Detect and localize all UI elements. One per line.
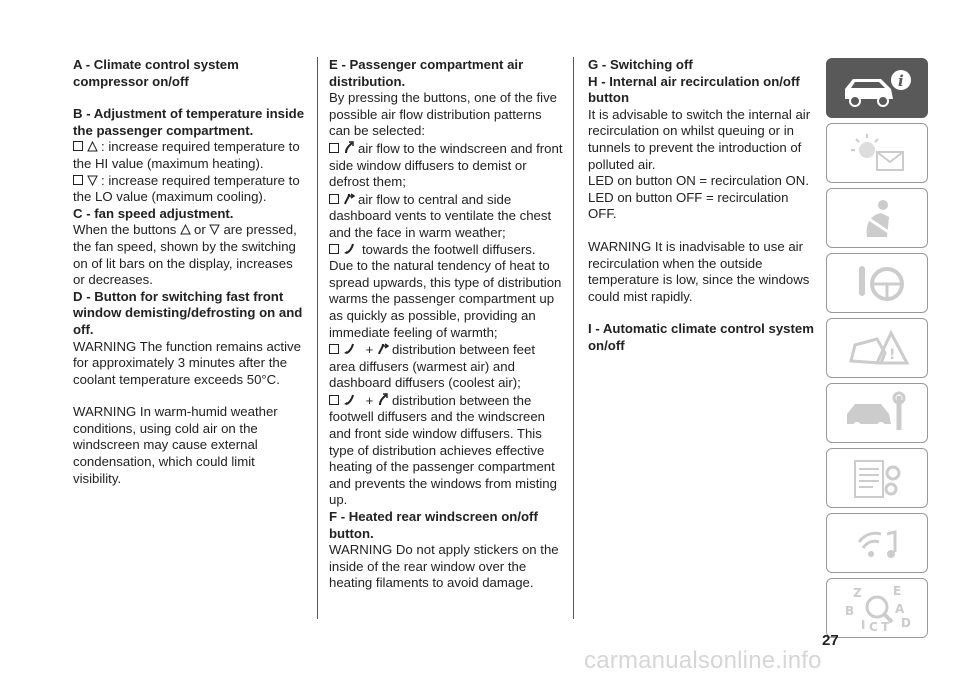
section-e-intro: By pressing the buttons, one of the five possible air flow distribution patterns can be selected: xyxy=(329,90,557,139)
index-letter: T xyxy=(881,620,890,633)
bullet-box-icon xyxy=(329,244,339,254)
index-letter: A xyxy=(895,602,905,616)
section-h-text: It is advisable to switch the internal air recirculation on whilst queuing or in tunnels to prevent the introduction of polluted air. xyxy=(588,106,811,172)
distribution-item-footwell: towards the footwell diffusers. Due to the natural tendency of heat to spread upwards, this type of distribution warms the passenger compartment up as quickly as possible, providing an immediate feeling of warmth; xyxy=(329,241,562,340)
index-letter: B xyxy=(845,604,855,618)
emergency-icon xyxy=(837,325,917,371)
airbag-seatbelt-icon xyxy=(837,195,917,241)
section-c-title: C - fan speed adjustment. xyxy=(73,205,234,221)
tab-car-info[interactable] xyxy=(826,58,928,118)
key-steering-icon xyxy=(837,260,917,306)
bullet-box-icon xyxy=(329,143,339,153)
bullet-box-icon xyxy=(329,344,339,354)
index-letter: Z xyxy=(853,586,862,600)
section-g-title: G - Switching off xyxy=(588,57,693,72)
section-e-title: E - Passenger compartment air distribution. xyxy=(329,57,524,89)
section-a-title: A - Climate control system compressor on/off xyxy=(73,57,239,89)
svg-text:!: ! xyxy=(889,347,896,363)
page-number: 27 xyxy=(822,632,839,649)
car-info-icon xyxy=(837,65,917,111)
led-on-text: LED on button ON = recirculation ON. xyxy=(588,173,809,189)
multimedia-icon xyxy=(837,520,917,566)
warning-recirculation: WARNING It is inadvisable to use air recirculation when the outside temperature is low, since the windows could mist rapidly. xyxy=(588,238,810,304)
tab-multimedia[interactable] xyxy=(826,513,928,573)
section-b-item-hi: : increase required temperature to the HI value (maximum heating). xyxy=(73,139,300,171)
tab-emergency[interactable] xyxy=(826,318,928,378)
air-footwell-icon xyxy=(343,243,359,255)
bullet-box-icon xyxy=(73,175,83,185)
section-d-title: D - Button for switching fast front window demisting/defrosting on and off. xyxy=(73,288,303,337)
air-windscreen-icon xyxy=(377,392,389,406)
index-letter: E xyxy=(893,584,902,598)
warning-lights-icon xyxy=(837,130,917,176)
tab-technical-data[interactable] xyxy=(826,448,928,508)
up-triangle-icon xyxy=(180,224,191,235)
section-b-title: B - Adjustment of temperature inside the passenger compartment. xyxy=(73,106,305,138)
distribution-item-face: air flow to central and side dashboard vents to ventilate the chest and the face in warm weather; xyxy=(329,191,552,240)
led-off-text: LED on button OFF = recirculation OFF. xyxy=(588,189,789,222)
section-b-item-lo: : increase required temperature to the LO value (maximum cooling). xyxy=(73,172,300,205)
column-1 xyxy=(73,57,305,487)
index-letter: C xyxy=(869,620,878,633)
index-icon xyxy=(837,583,917,633)
section-h-title: H - Internal air recirculation on/off button xyxy=(588,73,800,106)
down-triangle-icon xyxy=(209,224,220,235)
section-d-warning: WARNING The function remains active for approximately 3 minutes after the coolant temperature exceeds 50°C. xyxy=(73,338,301,387)
bullet-box-icon xyxy=(329,395,339,405)
watermark: carmanualsonline.info xyxy=(584,647,822,674)
air-windscreen-icon xyxy=(343,140,355,154)
index-letter: I xyxy=(861,618,866,632)
tab-warning-lights[interactable] xyxy=(826,123,928,183)
car-maintenance-icon xyxy=(837,390,917,436)
bullet-box-icon xyxy=(329,194,339,204)
section-c-text: When the buttons or are pressed, the fan speed, shown by the switching on of lit bars on the display, increases or decreases. xyxy=(73,222,297,288)
up-triangle-icon xyxy=(87,141,98,152)
svg-text:i: i xyxy=(898,72,904,90)
tab-starting-driving[interactable] xyxy=(826,253,928,313)
distribution-item-windscreen: air flow to the windscreen and front side window diffusers to demist or defrost them; xyxy=(329,140,563,190)
air-footwell-icon xyxy=(343,394,359,406)
column-2 xyxy=(329,57,563,592)
air-face-icon xyxy=(343,191,355,205)
warning-condensation: WARNING In warm-humid weather conditions, using cold air on the windscreen may cause external condensation, which could limit visibility. xyxy=(73,404,278,486)
tab-safety[interactable] xyxy=(826,188,928,248)
column-divider xyxy=(573,57,574,619)
air-face-icon xyxy=(377,341,389,355)
section-f-warning: WARNING Do not apply stickers on the inside of the rear window over the heating filaments to avoid damage. xyxy=(329,542,559,591)
chapter-tabs xyxy=(826,58,928,643)
tab-maintenance[interactable] xyxy=(826,383,928,443)
section-f-title: F - Heated rear windscreen on/off button. xyxy=(329,509,538,541)
distribution-item-feet-windscreen: + distribution between the footwell diffusers and the windscreen and front side window diffusers. This type of distribution achieves effective heating of the passenger compartment and prevents the windows from misting up. xyxy=(329,392,557,508)
air-footwell-icon xyxy=(343,343,359,355)
bullet-box-icon xyxy=(73,141,83,151)
technical-data-icon xyxy=(837,455,917,501)
index-letter: D xyxy=(901,616,911,630)
tab-index[interactable] xyxy=(826,578,928,638)
distribution-item-feet-dashboard: + distribution between feet area diffusers (warmest air) and dashboard diffusers (coolest air); xyxy=(329,342,536,391)
column-3 xyxy=(588,57,820,355)
section-i-title: I - Automatic climate control system on/off xyxy=(588,321,814,353)
down-triangle-icon xyxy=(87,175,98,186)
column-divider xyxy=(317,57,318,619)
